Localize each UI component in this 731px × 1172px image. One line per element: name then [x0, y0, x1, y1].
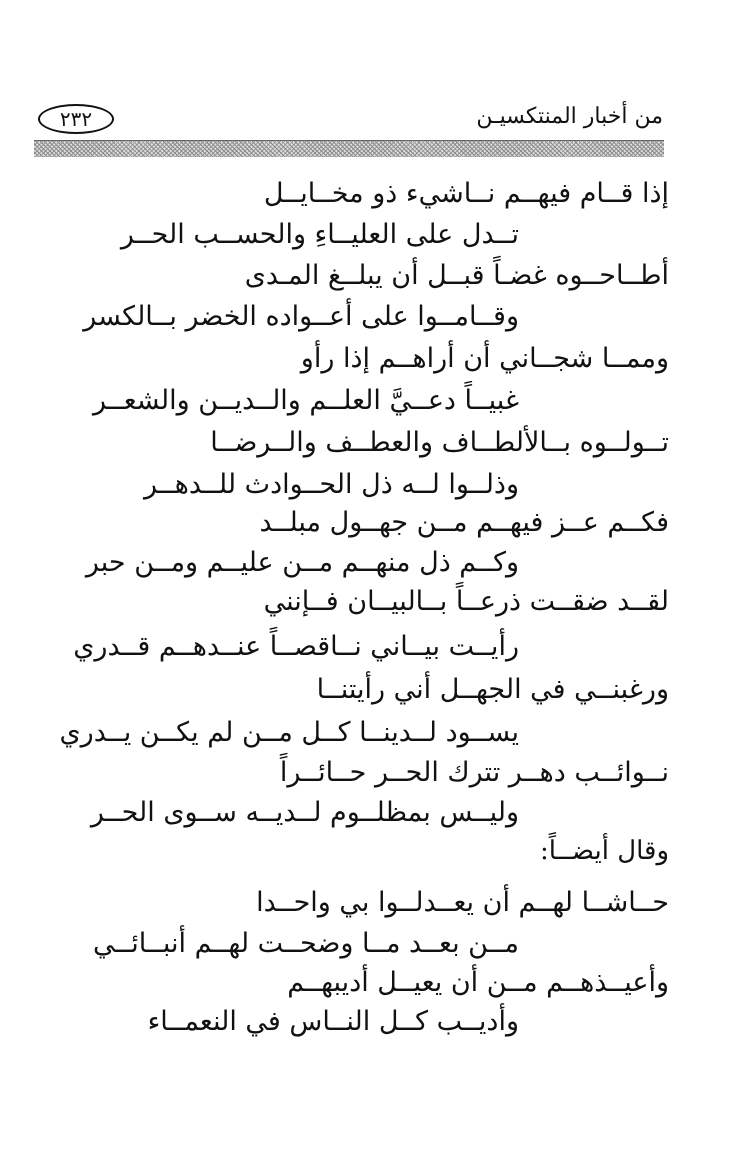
- poem2-verse-line: مــن بعــد مــا وضحــت لهــم أنبــائــي: [92, 928, 519, 959]
- poem1-verse-line: فكــم عــز فيهــم مــن جهــول مبلــد: [259, 507, 669, 538]
- running-header-title: من أخبار المنتكسيـن: [476, 104, 663, 129]
- poem1-verse-line: أطــاحــوه غضـاً قبــل أن يبلــغ المـدى: [244, 260, 669, 291]
- poem1-verse-line: وليــس بمظلــوم لــديــه ســوى الحــر: [90, 797, 519, 828]
- poem2-verse-line: وأديــب كــل النــاس في النعمــاء: [147, 1006, 519, 1037]
- poem1-verse-line: نــوائــب دهــر تترك الحــر حــائــراً: [279, 757, 669, 788]
- poem1-verse-line: يســود لــدينــا كــل مــن لم يكــن يــدري: [59, 717, 519, 748]
- poem1-verse-line: تــدل على العليــاءِ والحســب الحــر: [120, 219, 519, 250]
- poem2-verse-line: حــاشــا لهــم أن يعــدلــوا بي واحــدا: [256, 887, 669, 918]
- poem1-verse-line: وقــامــوا على أعــواده الخضر بــالكسر: [83, 301, 519, 332]
- poem1-verse-line: وكــم ذل منهــم مــن عليــم ومــن حبر: [85, 547, 519, 578]
- poem1-verse-line: ورغبنــي في الجهــل أني رأيتنــا: [316, 674, 669, 705]
- poem1-verse-line: إذا قــام فيهــم نــاشيء ذو مخــايــل: [263, 178, 669, 209]
- poem1-verse-line: وممــا شجــاني أن أراهــم إذا رأو: [300, 343, 669, 374]
- poem2-verse-line: وأعيــذهــم مــن أن يعيــل أديبهــم: [287, 967, 669, 998]
- poem1-verse-line: لقــد ضقــت ذرعــاً بــالبيــان فــإنني: [263, 586, 669, 617]
- poem1-verse-line: رأيــت بيــاني نــاقصــاً عنــدهــم قــدري: [73, 631, 519, 662]
- poem2-intro: وقال أيضــاً:: [540, 836, 669, 866]
- header-divider: [34, 140, 664, 157]
- poem1-verse-line: وذلــوا لــه ذل الحــوادث للــدهــر: [143, 469, 519, 500]
- poem1-verse-line: تــولــوه بــالألطــاف والعطــف والــرضــا: [210, 427, 669, 458]
- page-number-badge: ٢٣٢: [38, 104, 114, 134]
- poem1-verse-line: غبيــاً دعــيَّ العلــم والــديــن والشعــر: [93, 385, 519, 416]
